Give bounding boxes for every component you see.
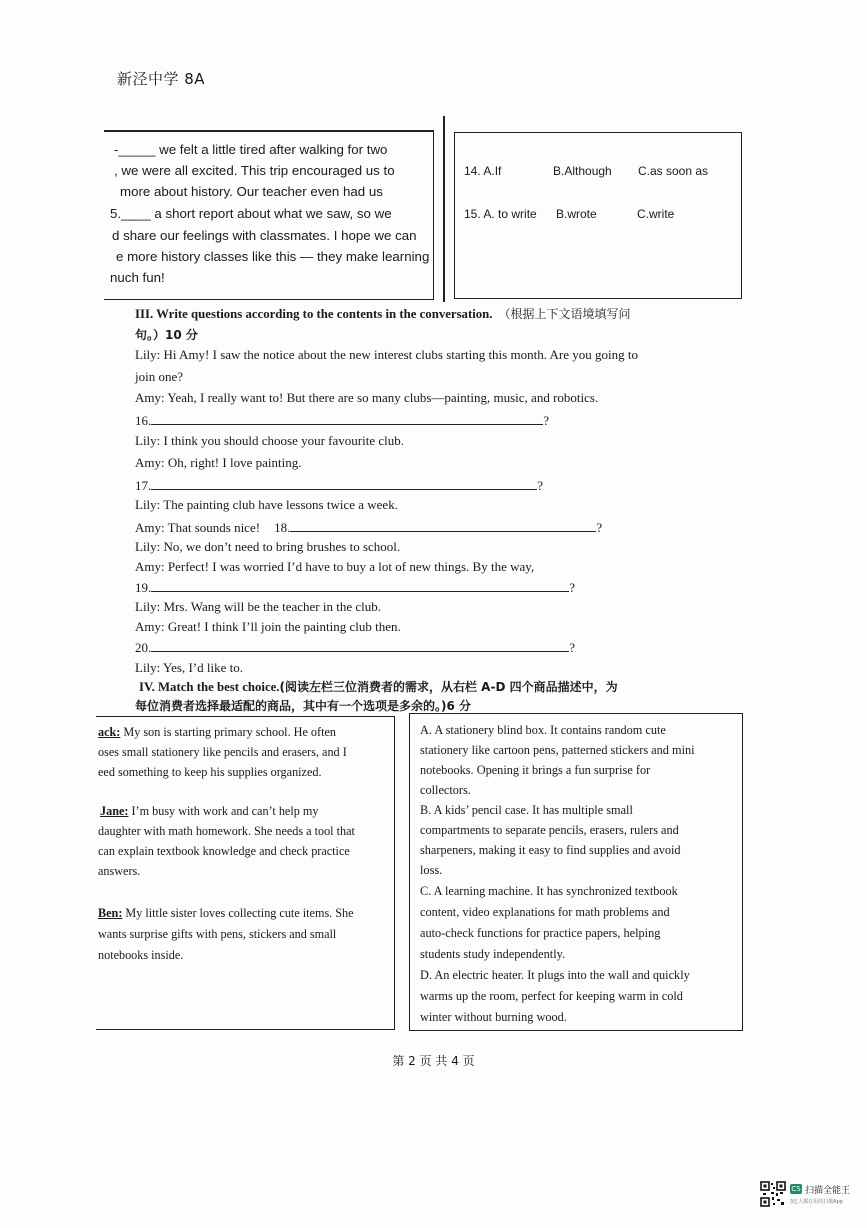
product-a-text: collectors. [420,783,471,797]
question-mark: ? [543,413,550,428]
consumer-ben [98,903,354,923]
dialogue-line: Amy: Yeah, I really want to! But there are so many clubs—painting, music, and robotics. [135,390,599,405]
scanner-app-name: 扫描全能王 [805,1186,851,1196]
passage-line: , we were all excited. This trip encouraged us to [114,163,395,178]
dialogue-line: Lily: Yes, I’d like to. [135,660,243,675]
product-d-text: warms up the room, perfect for keeping warm in cold [420,989,683,1003]
consumer-ben-name: Ben: [98,906,123,920]
passage-line: e more history classes like this — they make learning [116,249,430,264]
product-b: B. A kids’ pencil case. It has multiple small [420,803,633,817]
answer-20-blank[interactable] [151,639,569,652]
answer-17-blank[interactable] [151,477,537,490]
section3-title [135,305,631,322]
question-mark: ? [569,580,576,595]
question-17 [135,477,543,494]
product-b-text: sharpeners, making it easy to find supplies and avoid [420,843,681,857]
option-14-b: B.Although [553,164,612,178]
qr-code-icon [760,1181,786,1207]
dialogue-line: Lily: I think you should choose your favourite club. [135,433,404,448]
product-c: C. A learning machine. It has synchronized textbook [420,884,678,898]
dialogue-line: Amy: Great! I think I’ll join the painting club then. [135,619,401,634]
section4-title-cn: (阅读左栏三位消费者的需求，从右栏 A-D 四个商品描述中，为 [279,680,618,694]
option-15-b: B.wrote [556,207,597,221]
product-c-text: auto-check functions for practice papers, helping [420,926,661,940]
dialogue-line: Amy: That sounds nice! [135,520,261,535]
passage-line: 5.____ a short report about what we saw, so we [110,206,392,221]
product-d-text: winter without burning wood. [420,1010,567,1024]
question-16-number: 16. [135,413,152,428]
consumer-jack-text: oses small stationery like pencils and erasers, and I [98,745,347,759]
consumer-jane-text: can explain textbook knowledge and check practice [98,844,350,858]
section4-title-cn-2: 每位消费者选择最适配的商品，其中有一个选项是多余的。)6 分 [135,699,472,713]
section4-title-en: IV. Match the best choice. [139,680,280,694]
question-mark: ? [596,520,603,535]
section3-title-cn-2: 句。）10 分 [135,328,198,342]
question-18-number: 18. [274,520,291,535]
consumer-jane-name: Jane: [100,804,129,818]
consumer-jane [100,801,318,821]
consumer-ben-text: wants surprise gifts with pens, stickers and small [98,927,337,941]
column-divider [443,116,445,302]
product-d: D. An electric heater. It plugs into the wall and quickly [420,968,690,982]
section3-title-en: III. Write questions according to the contents in the conversation. [135,307,493,321]
answer-19-blank[interactable] [151,579,569,592]
consumer-ben-text: notebooks inside. [98,948,184,962]
consumer-jack-text: eed something to keep his supplies organized. [98,765,322,779]
answer-16-blank[interactable] [151,412,543,425]
passage-line: nuch fun! [110,270,165,285]
scanner-tagline: 3亿人都在用的扫描App [790,1199,843,1205]
page-number: 第 2 页 共 4 页 [392,1054,475,1068]
question-20 [135,639,575,656]
question-17-number: 17. [135,478,152,493]
section4-title [139,678,618,695]
question-18 [135,519,602,536]
product-a-text: notebooks. Opening it brings a fun surprise for [420,763,651,777]
dialogue-line: Lily: Hi Amy! I saw the notice about the new interest clubs starting this month. Are you going to [135,347,638,362]
question-20-number: 20. [135,640,152,655]
dialogue-line: Lily: The painting club have lessons twice a week. [135,497,398,512]
consumer-jane-text: I’m busy with work and can’t help my [131,804,319,818]
option-15-c: C.write [637,207,675,221]
consumer-jane-text: answers. [98,864,141,878]
consumer-jack [98,722,336,742]
consumer-jack-name: ack: [98,725,121,739]
product-a: A. A stationery blind box. It contains random cute [420,723,666,737]
dialogue-line: join one? [135,369,184,384]
consumer-ben-text: My little sister loves collecting cute items. She [125,906,354,920]
scanner-logo-icon: CS [791,1185,801,1193]
question-16 [135,412,549,429]
question-mark: ? [569,640,576,655]
dialogue-line: Amy: Perfect! I was worried I’d have to buy a lot of new things. By the way, [135,559,535,574]
question-mark: ? [537,478,544,493]
dialogue-line: Lily: No, we don’t need to bring brushes to school. [135,539,401,554]
product-b-text: compartments to separate pencils, erasers, rulers and [420,823,679,837]
dialogue-line: Amy: Oh, right! I love painting. [135,455,302,470]
section3-title-cn: （根据上下文语境填写问 [498,307,631,321]
passage-line: d share our feelings with classmates. I hope we can [112,228,417,243]
option-14-a: 14. A.If [464,164,502,178]
school-class-header: 新泾中学 8A [117,70,206,88]
passage-line: more about history. Our teacher even had us [120,184,383,199]
consumer-jane-text: daughter with math homework. She needs a tool that [98,824,355,838]
question-19-number: 19. [135,580,152,595]
product-b-text: loss. [420,863,443,877]
product-c-text: content, video explanations for math problems and [420,905,670,919]
dialogue-line: Lily: Mrs. Wang will be the teacher in the club. [135,599,382,614]
passage-line: -_____ we felt a little tired after walking for two [114,142,388,157]
product-c-text: students study independently. [420,947,566,961]
option-14-c: C.as soon as [638,164,709,178]
answer-18-blank[interactable] [290,519,596,532]
consumer-jack-text: My son is starting primary school. He often [123,725,336,739]
question-19 [135,579,575,596]
option-15-a: 15. A. to write [464,207,537,221]
product-a-text: stationery like cartoon pens, patterned stickers and mini [420,743,695,757]
